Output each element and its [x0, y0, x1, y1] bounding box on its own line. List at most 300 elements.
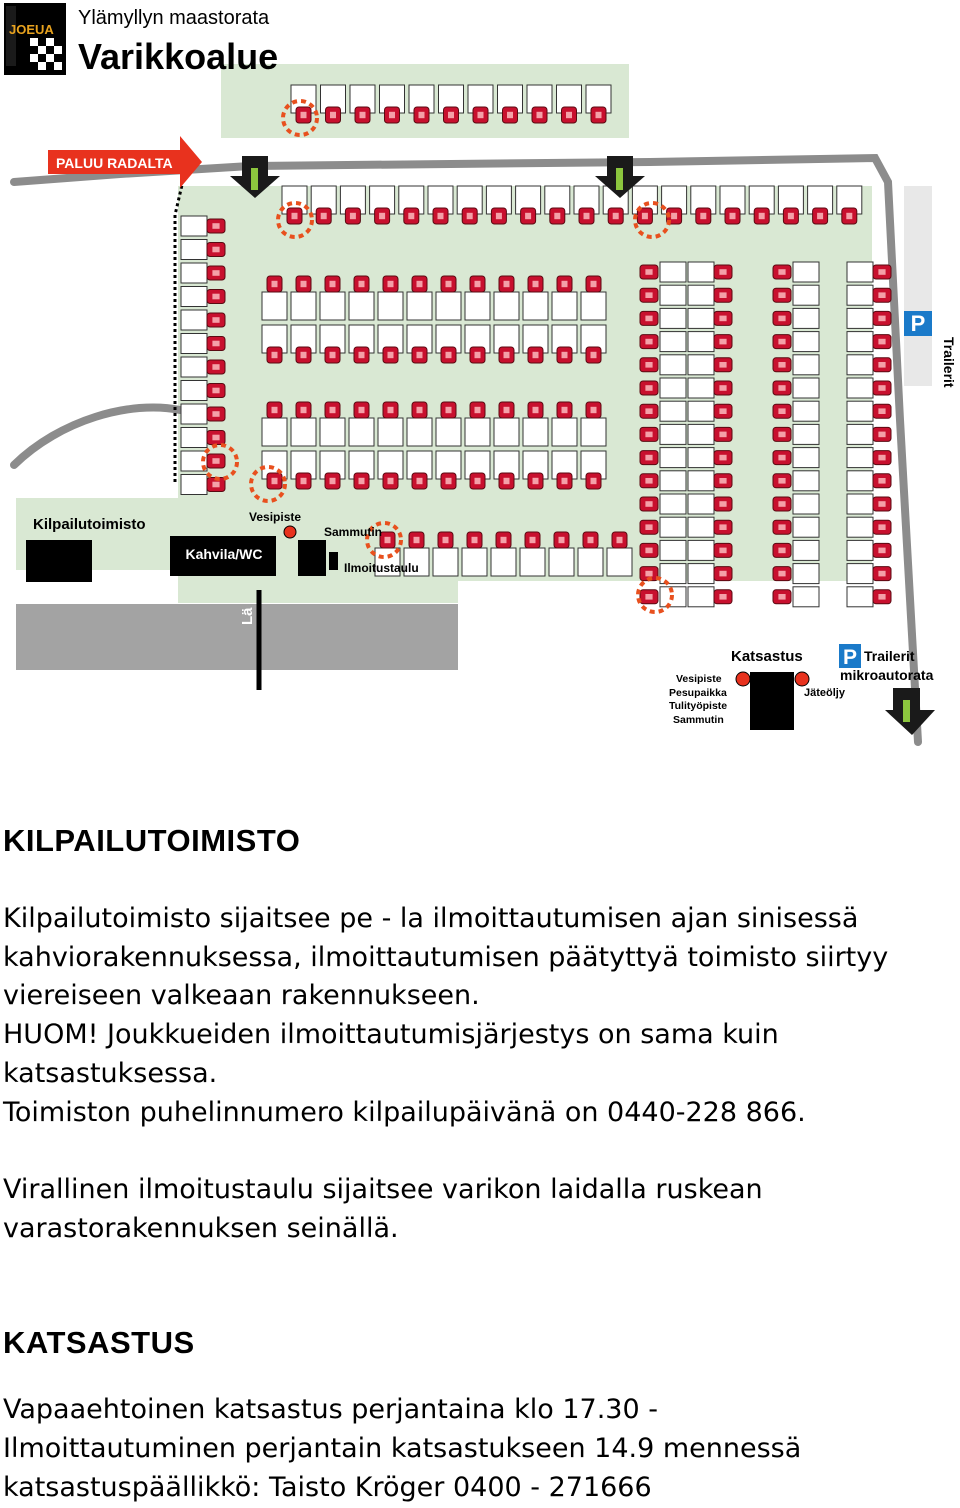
car-icon — [470, 276, 485, 292]
inspection-line-3: katsastuspäällikkö: Taisto Kröger 0400 - 271666 — [3, 1472, 652, 1503]
parking-spot — [660, 448, 686, 468]
parking-spot — [688, 494, 714, 514]
car-icon — [412, 276, 427, 292]
car-icon — [470, 347, 485, 363]
parking-spot — [181, 404, 207, 424]
car-icon — [873, 474, 891, 488]
car-icon — [380, 532, 395, 548]
service-label-fire: Tulityöpiste — [669, 700, 728, 712]
parking-spot — [320, 292, 345, 320]
section-heading-inspection: KATSASTUS — [3, 1325, 195, 1360]
parking-spot — [793, 587, 819, 607]
car-icon — [640, 590, 658, 604]
car-icon — [354, 402, 369, 418]
car-icon — [586, 473, 601, 489]
parking-spot — [688, 587, 714, 607]
car-icon — [640, 358, 658, 372]
car-icon — [207, 290, 225, 304]
inspection-line-1: Vapaaehtoinen katsastus perjantaina klo 17.30 - — [3, 1394, 658, 1425]
car-icon — [773, 543, 791, 557]
car-icon — [267, 347, 282, 363]
trailerit-side-label: Trailerit — [941, 337, 957, 388]
office-building — [26, 540, 92, 582]
car-icon — [404, 208, 419, 224]
car-icon — [441, 473, 456, 489]
parking-spot — [378, 418, 403, 446]
parking-spot — [793, 378, 819, 398]
car-icon — [640, 427, 658, 441]
car-icon — [438, 532, 453, 548]
car-icon — [383, 473, 398, 489]
storage-building — [298, 540, 326, 576]
parking-spot — [847, 378, 873, 398]
car-icon — [640, 404, 658, 418]
parking-spot — [688, 401, 714, 421]
car-icon — [608, 208, 623, 224]
car-icon — [296, 276, 311, 292]
car-icon — [586, 276, 601, 292]
car-icon — [591, 107, 606, 123]
water-point-dot — [284, 526, 296, 538]
parking-spot — [349, 292, 374, 320]
parking-spot — [181, 263, 207, 283]
car-icon — [773, 451, 791, 465]
club-logo — [4, 3, 66, 75]
parking-spot — [688, 378, 714, 398]
car-icon — [640, 497, 658, 511]
parking-spot — [607, 548, 632, 576]
svg-text:P: P — [842, 646, 858, 669]
parking-spot — [433, 548, 458, 576]
car-icon — [640, 335, 658, 349]
parking-spot — [793, 494, 819, 514]
car-icon — [842, 208, 857, 224]
car-icon — [714, 590, 732, 604]
car-icon — [873, 451, 891, 465]
car-icon — [207, 384, 225, 398]
parking-spot — [793, 332, 819, 352]
parking-spot — [552, 292, 577, 320]
car-icon — [773, 265, 791, 279]
parking-spot — [291, 292, 316, 320]
car-icon — [462, 208, 477, 224]
notice-board-box — [329, 552, 338, 570]
parking-spot — [181, 357, 207, 377]
car-icon — [383, 276, 398, 292]
car-icon — [640, 520, 658, 534]
parking-spot — [349, 418, 374, 446]
parking-spot — [688, 471, 714, 491]
parking-spot — [407, 292, 432, 320]
parking-spot — [688, 355, 714, 375]
parking-spot — [688, 540, 714, 560]
car-icon — [640, 451, 658, 465]
office-paragraph-3: Toimiston puhelinnumero kilpailupäivänä on 0440-228 866. — [3, 1097, 806, 1128]
parking-spot — [793, 564, 819, 584]
parking-spot — [688, 424, 714, 444]
parking-spot — [660, 424, 686, 444]
parking-spot — [793, 448, 819, 468]
car-icon — [499, 402, 514, 418]
parking-spot — [847, 517, 873, 537]
car-icon — [873, 590, 891, 604]
car-icon — [773, 358, 791, 372]
parking-spot — [688, 517, 714, 537]
car-icon — [873, 265, 891, 279]
parking-spot — [847, 401, 873, 421]
car-icon — [441, 402, 456, 418]
parking-spot — [793, 517, 819, 537]
asphalt-area — [16, 604, 458, 670]
parking-spot — [688, 332, 714, 352]
inspection-building — [750, 672, 794, 730]
car-icon — [640, 543, 658, 557]
car-icon — [326, 107, 341, 123]
car-icon — [714, 520, 732, 534]
office-paragraph-2: HUOM! Joukkueiden ilmoittautumisjärjestys on sama kuin katsastuksessa. — [3, 1019, 779, 1089]
service-label-water: Vesipiste — [676, 673, 722, 685]
svg-text:P: P — [910, 311, 926, 336]
car-icon — [714, 404, 732, 418]
parking-spot — [660, 517, 686, 537]
parking-spot — [660, 332, 686, 352]
parking-spot — [793, 355, 819, 375]
car-icon — [325, 347, 340, 363]
parking-spot — [793, 424, 819, 444]
car-icon — [696, 208, 711, 224]
car-icon — [714, 265, 732, 279]
parking-spot — [793, 262, 819, 282]
parking-spot — [847, 332, 873, 352]
parking-spot — [407, 418, 432, 446]
car-icon — [714, 335, 732, 349]
car-icon — [873, 543, 891, 557]
parking-spot — [181, 216, 207, 236]
parking-spot — [847, 424, 873, 444]
parking-spot — [688, 285, 714, 305]
car-icon — [754, 208, 769, 224]
car-icon — [441, 347, 456, 363]
inspection-line-2: Ilmoittautuminen perjantain katsastukseen 14.9 mennessä — [3, 1433, 802, 1464]
parking-spot — [847, 308, 873, 328]
car-icon — [325, 402, 340, 418]
car-icon — [873, 497, 891, 511]
trailer-parking-strip — [904, 186, 932, 386]
parking-spot — [291, 418, 316, 446]
car-icon — [714, 311, 732, 325]
car-icon — [714, 567, 732, 581]
parking-spot — [793, 471, 819, 491]
parking-spot — [660, 355, 686, 375]
parking-spot — [660, 308, 686, 328]
service-label-wash: Pesupaikka — [669, 687, 727, 699]
car-icon — [499, 473, 514, 489]
car-icon — [714, 497, 732, 511]
car-icon — [499, 347, 514, 363]
car-icon — [354, 276, 369, 292]
car-icon — [383, 402, 398, 418]
car-icon — [640, 381, 658, 395]
car-icon — [562, 107, 577, 123]
car-icon — [444, 107, 459, 123]
parking-spot — [847, 448, 873, 468]
car-icon — [414, 107, 429, 123]
parking-spot — [491, 548, 516, 576]
car-icon — [873, 381, 891, 395]
car-icon — [499, 276, 514, 292]
car-icon — [583, 532, 598, 548]
car-icon — [714, 381, 732, 395]
parking-spot — [465, 292, 490, 320]
car-icon — [873, 358, 891, 372]
car-icon — [383, 347, 398, 363]
parking-spot — [793, 308, 819, 328]
exit-arrow-icon — [885, 688, 935, 735]
car-icon — [873, 335, 891, 349]
logo-lettering: JOEUA — [9, 22, 54, 37]
parking-spot — [847, 540, 873, 560]
car-icon — [714, 451, 732, 465]
car-icon — [207, 337, 225, 351]
parking-spot — [462, 548, 487, 576]
car-icon — [287, 208, 302, 224]
parking-spot — [660, 378, 686, 398]
car-icon — [409, 532, 424, 548]
parking-spot — [581, 292, 606, 320]
return-sign-label: PALUU RADALTA — [56, 155, 173, 171]
parking-spot — [688, 262, 714, 282]
car-icon — [773, 288, 791, 302]
car-icon — [586, 347, 601, 363]
car-icon — [470, 473, 485, 489]
parking-spot — [523, 292, 548, 320]
car-icon — [296, 473, 311, 489]
parking-icon — [839, 644, 861, 669]
car-icon — [640, 288, 658, 302]
car-icon — [207, 360, 225, 374]
car-icon — [873, 427, 891, 441]
car-icon — [267, 276, 282, 292]
car-icon — [412, 402, 427, 418]
car-icon — [441, 276, 456, 292]
parking-spot — [660, 285, 686, 305]
car-icon — [503, 107, 518, 123]
parking-spot — [847, 471, 873, 491]
parking-spot — [660, 494, 686, 514]
car-icon — [521, 208, 536, 224]
parking-spot — [793, 285, 819, 305]
la-label: Lä — [239, 607, 256, 625]
parking-spot — [660, 564, 686, 584]
water-point-label: Vesipiste — [249, 510, 302, 524]
car-icon — [496, 532, 511, 548]
parking-spot — [688, 448, 714, 468]
parking-spot — [181, 475, 207, 495]
parking-spot — [847, 587, 873, 607]
parking-spot — [262, 292, 287, 320]
page-subtitle: Ylämyllyn maastorata — [78, 7, 270, 29]
parking-spot — [523, 418, 548, 446]
car-icon — [714, 427, 732, 441]
parking-spot — [847, 494, 873, 514]
car-icon — [355, 107, 370, 123]
car-icon — [586, 402, 601, 418]
car-icon — [773, 520, 791, 534]
car-icon — [557, 473, 572, 489]
car-icon — [773, 404, 791, 418]
parking-spot — [660, 471, 686, 491]
car-icon — [467, 532, 482, 548]
office-label: Kilpailutoimisto — [33, 516, 146, 533]
car-icon — [267, 473, 282, 489]
waste-oil-dot — [795, 672, 809, 686]
parking-spot — [181, 428, 207, 448]
parking-spot — [847, 355, 873, 375]
parking-spot — [552, 418, 577, 446]
service-label-extinguisher: Sammutin — [673, 714, 724, 726]
parking-icon — [904, 311, 932, 336]
car-icon — [375, 208, 390, 224]
mikroautorata-label: mikroautorata — [840, 667, 934, 683]
car-icon — [773, 427, 791, 441]
parking-spot — [494, 418, 519, 446]
car-icon — [873, 404, 891, 418]
car-icon — [267, 402, 282, 418]
car-icon — [433, 208, 448, 224]
car-icon — [714, 474, 732, 488]
parking-spot — [378, 292, 403, 320]
parking-spot — [436, 418, 461, 446]
car-icon — [528, 473, 543, 489]
car-icon — [296, 402, 311, 418]
service-point-dot — [736, 672, 750, 686]
car-icon — [470, 402, 485, 418]
parking-spot — [660, 540, 686, 560]
waste-oil-label: Jäteöljy — [804, 687, 845, 699]
car-icon — [491, 208, 506, 224]
inspection-label: Katsastus — [731, 648, 803, 665]
car-icon — [354, 473, 369, 489]
car-icon — [640, 474, 658, 488]
car-icon — [473, 107, 488, 123]
car-icon — [354, 347, 369, 363]
car-icon — [725, 208, 740, 224]
notice-board-label: Ilmoitustaulu — [344, 561, 419, 575]
parking-spot — [847, 285, 873, 305]
parking-spot — [660, 401, 686, 421]
parking-spot — [578, 548, 603, 576]
office-paragraph-1: Kilpailutoimisto sijaitsee pe - la ilmoittautumisen ajan sinisessä kahviorakennuksessa, ilmoittautumisen päätyttyä toimisto siirtyy viereiseen valkeaan rakennukseen. — [3, 903, 889, 1012]
car-icon — [528, 347, 543, 363]
car-icon — [813, 208, 828, 224]
parking-spot — [847, 262, 873, 282]
car-icon — [714, 358, 732, 372]
car-icon — [557, 402, 572, 418]
car-icon — [207, 454, 225, 468]
parking-spot — [549, 548, 574, 576]
car-icon — [554, 532, 569, 548]
parking-spot — [320, 418, 345, 446]
car-icon — [316, 208, 331, 224]
car-icon — [873, 311, 891, 325]
car-icon — [773, 590, 791, 604]
car-icon — [412, 473, 427, 489]
parking-spot — [181, 240, 207, 260]
car-icon — [207, 407, 225, 421]
car-icon — [385, 107, 400, 123]
car-icon — [207, 219, 225, 233]
car-icon — [640, 265, 658, 279]
car-icon — [579, 208, 594, 224]
car-icon — [612, 532, 627, 548]
parking-spot — [262, 418, 287, 446]
parking-spot — [181, 334, 207, 354]
parking-spot — [436, 292, 461, 320]
car-icon — [773, 311, 791, 325]
car-icon — [773, 381, 791, 395]
car-icon — [296, 107, 311, 123]
car-icon — [873, 520, 891, 534]
car-icon — [783, 208, 798, 224]
car-icon — [773, 474, 791, 488]
parking-spot — [181, 381, 207, 401]
car-icon — [532, 107, 547, 123]
car-icon — [550, 208, 565, 224]
parking-spot — [793, 401, 819, 421]
car-icon — [557, 347, 572, 363]
parking-spot — [465, 418, 490, 446]
parking-spot — [520, 548, 545, 576]
car-icon — [207, 266, 225, 280]
car-icon — [528, 276, 543, 292]
parking-spot — [793, 540, 819, 560]
car-icon — [296, 347, 311, 363]
car-icon — [207, 313, 225, 327]
car-icon — [207, 243, 225, 257]
parking-spot — [581, 418, 606, 446]
page-title: Varikkoalue — [78, 36, 279, 77]
parking-spot — [847, 564, 873, 584]
car-icon — [714, 288, 732, 302]
car-icon — [714, 543, 732, 557]
car-icon — [873, 288, 891, 302]
parking-spot — [688, 308, 714, 328]
parking-spot — [660, 262, 686, 282]
parking-spot — [688, 564, 714, 584]
car-icon — [557, 276, 572, 292]
office-paragraph-4: Virallinen ilmoitustaulu sijaitsee varikon laidalla ruskean varastorakennuksen seinällä. — [3, 1174, 763, 1244]
section-heading-office: KILPAILUTOIMISTO — [3, 823, 301, 858]
car-icon — [345, 208, 360, 224]
trailerit-bottom-label: Trailerit — [864, 648, 915, 664]
car-icon — [640, 311, 658, 325]
parking-spot — [494, 292, 519, 320]
car-icon — [528, 402, 543, 418]
car-icon — [525, 532, 540, 548]
cafe-label: Kahvila/WC — [185, 546, 263, 562]
car-icon — [773, 335, 791, 349]
car-icon — [873, 567, 891, 581]
car-icon — [412, 347, 427, 363]
car-icon — [325, 276, 340, 292]
extinguisher-label: Sammutin — [324, 525, 383, 539]
parking-spot — [181, 287, 207, 307]
car-icon — [207, 431, 225, 445]
parking-spot — [181, 310, 207, 330]
car-icon — [325, 473, 340, 489]
car-icon — [773, 567, 791, 581]
car-icon — [773, 497, 791, 511]
